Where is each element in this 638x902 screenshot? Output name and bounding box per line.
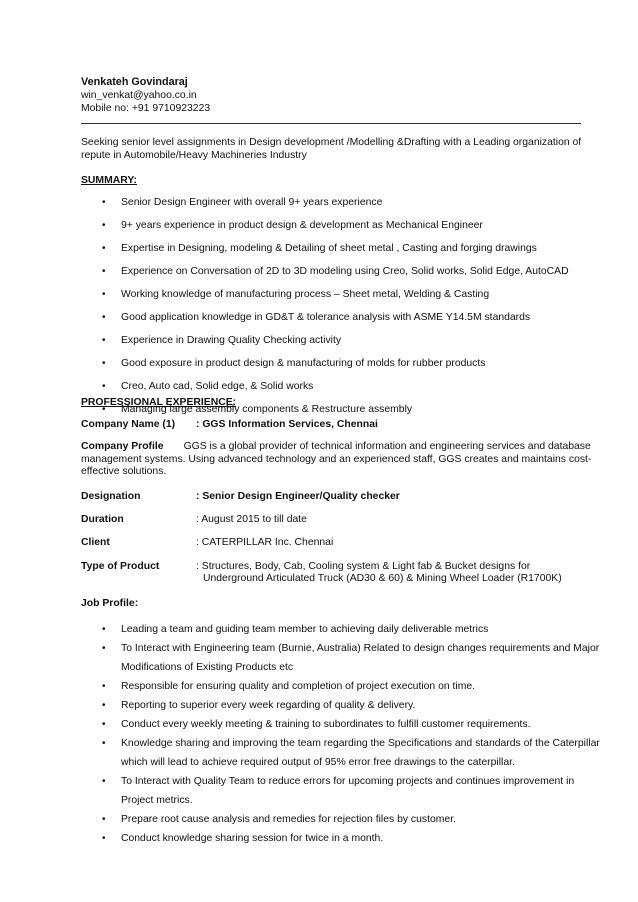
- job-profile-list: [81, 620, 601, 848]
- summary-item: • Working knowledge of manufacturing process – Sheet metal, Welding & Casting: [81, 288, 601, 301]
- summary-list: [81, 196, 601, 426]
- summary-item: • Expertise in Designing, modeling & Detailing of sheet metal , Casting and forging drawings: [81, 242, 601, 255]
- header-divider: [81, 123, 581, 124]
- summary-item: • Senior Design Engineer with overall 9+ years experience: [81, 196, 601, 209]
- job-item: • Prepare root cause analysis and remedies for rejection files by customer.: [81, 810, 601, 829]
- summary-item: • 9+ years experience in product design & development as Mechanical Engineer: [81, 219, 601, 232]
- career-objective: Seeking senior level assignments in Design development /Modelling &Drafting with a Leading organization of repute in Automobile/Heavy Machineries Industry: [81, 137, 582, 161]
- summary-item: • Good exposure in product design & manufacturing of molds for rubber products: [81, 357, 601, 370]
- job-item: • Responsible for ensuring quality and completion of project execution on time.: [81, 677, 601, 696]
- designation-row: [81, 491, 611, 504]
- summary-item: • Good application knowledge in GD&T & tolerance analysis with ASME Y14.5M standards: [81, 311, 601, 324]
- product-value-line1: : Structures, Body, Cab, Cooling system & Light fab & Bucket designs for: [196, 561, 531, 572]
- contact-header: [81, 76, 210, 115]
- job-item: • Conduct knowledge sharing session for twice in a month.: [81, 829, 601, 848]
- product-label: Type of Product: [81, 561, 160, 572]
- summary-heading: SUMMARY:: [81, 175, 137, 186]
- experience-heading: PROFESSIONAL EXPERIENCE:: [81, 397, 237, 408]
- summary-item: • Experience on Conversation of 2D to 3D modeling using Creo, Solid works, Solid Edge, AutoCAD: [81, 265, 601, 278]
- job-item: • To Interact with Quality Team to reduce errors for upcoming projects and continues improvement in Project metrics.: [81, 772, 601, 810]
- candidate-name: Venkateh Govindaraj: [81, 76, 188, 88]
- summary-item: • Managing large assembly components & Restructure assembly: [81, 403, 601, 416]
- company-profile-value: GGS is a global provider of technical information and engineering services and database management systems. Using advanced technology and an experienced staff, GGS creates and maintains cost-effective solutions.: [81, 441, 592, 477]
- client-label: Client: [81, 537, 110, 548]
- job-item: • To Interact with Engineering team (Burnie, Australia) Related to design changes requirements and Major Modifications of Existing Products etc: [81, 639, 601, 677]
- company-name-value: : GGS Information Services, Chennai: [196, 419, 378, 430]
- company-name-label: Company Name (1): [81, 419, 176, 430]
- product-value-line2: Underground Articulated Truck (AD30 & 60) & Mining Wheel Loader (R1700K): [203, 573, 562, 584]
- job-item: • Knowledge sharing and improving the team regarding the Specifications and standards of the Caterpillar which will lead to achieve required output of 95% error free drawings to the caterpillar.: [81, 734, 601, 772]
- client-value: : CATERPILLAR Inc. Chennai: [196, 537, 334, 548]
- job-profile-heading: Job Profile:: [81, 598, 139, 609]
- company-profile-row: [81, 441, 601, 479]
- duration-row: [81, 514, 611, 527]
- job-item: • Conduct every weekly meeting & training to subordinates to fulfill customer requirements.: [81, 715, 601, 734]
- company-profile-label: Company Profile: [81, 441, 164, 452]
- duration-label: Duration: [81, 514, 124, 525]
- designation-value: : Senior Design Engineer/Quality checker: [196, 491, 400, 502]
- mobile-text: Mobile no: +91 9710923223: [81, 103, 211, 114]
- company-name-row: [81, 419, 611, 432]
- job-item: • Leading a team and guiding team member to achieving daily deliverable metrics: [81, 620, 601, 639]
- product-row: [81, 561, 611, 574]
- designation-label: Designation: [81, 491, 141, 502]
- client-row: [81, 537, 611, 550]
- summary-item: • Experience in Drawing Quality Checking activity: [81, 334, 601, 347]
- email-text: win_venkat@yahoo.co.in: [81, 90, 197, 101]
- summary-item: • Creo, Auto cad, Solid edge, & Solid works: [81, 380, 601, 393]
- duration-value: : August 2015 to till date: [196, 514, 307, 525]
- job-item: • Reporting to superior every week regarding of quality & delivery.: [81, 696, 601, 715]
